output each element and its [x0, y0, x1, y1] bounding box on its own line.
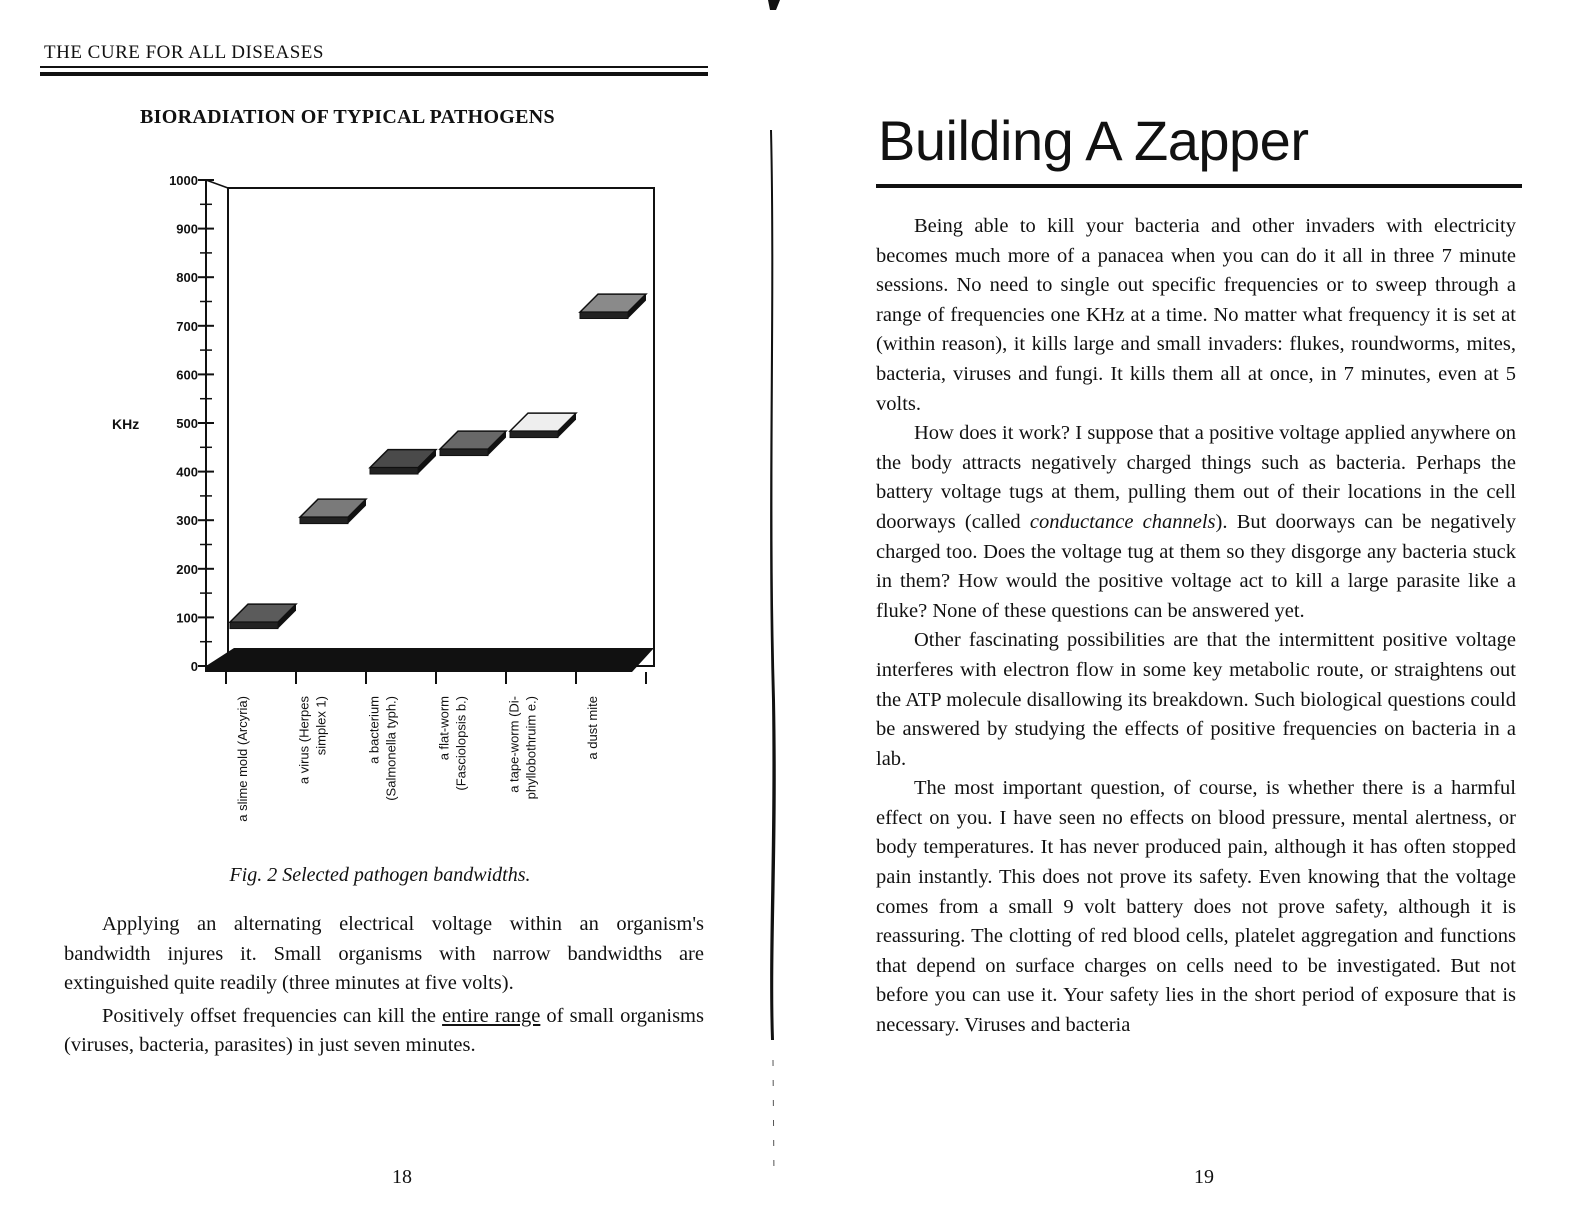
y-tick-label: 600 — [176, 367, 198, 383]
y-tick-label: 800 — [176, 270, 198, 286]
y-tick-label: 500 — [176, 416, 198, 431]
x-category-label-line: (Fasciolopsis b.) — [453, 696, 469, 791]
header-rule — [40, 66, 708, 68]
page-number: 18 — [392, 1166, 412, 1188]
x-category-label — [507, 696, 539, 799]
range-bar — [230, 622, 278, 628]
chart-back-wall — [228, 188, 654, 666]
x-category-label-line: phyllobothruim e.) — [523, 696, 539, 800]
left-page — [0, 0, 760, 1210]
right-page — [790, 0, 1584, 1210]
y-tick-label: 300 — [176, 513, 198, 529]
y-tick-label: 900 — [176, 221, 198, 237]
range-bar — [440, 449, 488, 455]
y-tick-label: 0 — [190, 659, 198, 674]
chapter-title: Building A Zapper — [878, 109, 1309, 172]
x-category-label-line: a tape-worm (Di- — [506, 696, 522, 793]
y-tick-label: 700 — [176, 318, 198, 334]
range-bar — [300, 517, 348, 523]
x-category-label — [585, 696, 600, 760]
paragraph: Other fascinating possibilities are that the intermittent positive voltage interferes with electron flow in some key metabolic route, or straightens out the ATP molecule disallowing its breakdown. Such biological questions could be answered by studying the effects of positive frequencies on bacteria in a lab. — [876, 629, 1516, 770]
paragraph: How does it work? I suppose that a positive voltage applied anywhere on the body attracts negatively charged things such as bacteria. Perhaps the battery voltage tugs at them, pulling them out of their locations in the cell doorways (called conductance channels). But doorways can be negatively charged too. Does the voltage tug at them so they disgorge any bacteria stuck in them? How would the positive voltage act to kill a large parasite like a fluke? None of these questions can be answered yet. — [876, 422, 1516, 622]
x-category-label-line: (Salmonella typh.) — [383, 696, 399, 801]
x-category-label — [437, 696, 469, 791]
x-category-label-line: a virus (Herpes — [296, 696, 312, 785]
x-category-label-line: a flat-worm — [436, 696, 452, 761]
x-category-label — [367, 696, 399, 801]
range-bar — [580, 312, 628, 318]
y-tick-label: 100 — [176, 610, 198, 626]
y-tick-label: 200 — [176, 561, 198, 577]
range-bar — [510, 431, 558, 437]
figure-caption: Fig. 2 Selected pathogen bandwidths. — [229, 864, 531, 886]
x-category-label-line: a dust mite — [585, 696, 600, 760]
paragraph: Positively offset frequencies can kill the entire range of small organisms (viruses, bacteria, parasites) in just seven minutes. — [64, 1004, 704, 1056]
paragraph: Being able to kill your bacteria and other invaders with electricity becomes much more of a panacea when you can do it all in three 7 minute sessions. No need to single out specific frequencies or to sweep through a range of frequencies one KHz at a time. No matter what frequency it is set at (within reason), it kills large and small invaders: flukes, roundworms, mites, bacteria, viruses and fungi. It kills them all at once, in 7 minutes, even at 5 volts. — [876, 215, 1516, 415]
underlined-phrase: entire range — [442, 1004, 541, 1027]
page-number: 19 — [1194, 1166, 1214, 1188]
paragraph: The most important question, of course, is whether there is a harmful effect on you. I have seen no effects on blood pressure, mental alertness, or body temperatures. It has never produced pain, although it has often stopped pain instantly. This does not prove its safety. Even knowing that the voltage comes from a small 9 volt battery does not prove safety, although it is reassuring. The clotting of red blood cells, platelet aggregation and functions that depend on surface charges on cells need to be investigated. But not before you can use it. Your safety lies in the short period of exposure that is necessary. Viruses and bacteria — [876, 777, 1516, 1037]
y-tick-label: 1000 — [169, 173, 198, 188]
x-category-label-line: simplex 1) — [313, 696, 329, 756]
x-category-label-line: a bacterium — [366, 696, 382, 764]
y-tick-label: 400 — [176, 464, 198, 480]
italic-term: conductance channels — [1029, 510, 1216, 533]
chapter-title-rule — [876, 184, 1522, 188]
chart-title: BIORADIATION OF TYPICAL PATHOGENS — [140, 106, 555, 128]
running-head: THE CURE FOR ALL DISEASES — [44, 42, 324, 63]
right-body-text — [876, 212, 1516, 1041]
range-bar — [370, 468, 418, 474]
x-category-label — [235, 696, 250, 822]
chart-floor — [206, 648, 654, 672]
y-axis-label: KHz — [112, 416, 140, 432]
x-category-label-line: a slime mold (Arcyria) — [235, 696, 250, 822]
x-category-label — [297, 696, 329, 785]
left-body-text — [64, 910, 704, 1061]
pathogen-bandwidth-chart — [100, 150, 680, 850]
book-gutter-shadow — [762, 0, 786, 1210]
chart-side-edge — [206, 180, 228, 188]
header-rule-thick — [40, 72, 708, 76]
paragraph: Applying an alternating electrical voltage within an organism's bandwidth injures it. Small organisms with narrow bandwidths are extinguished quite readily (three minutes at five volts). — [64, 913, 704, 994]
